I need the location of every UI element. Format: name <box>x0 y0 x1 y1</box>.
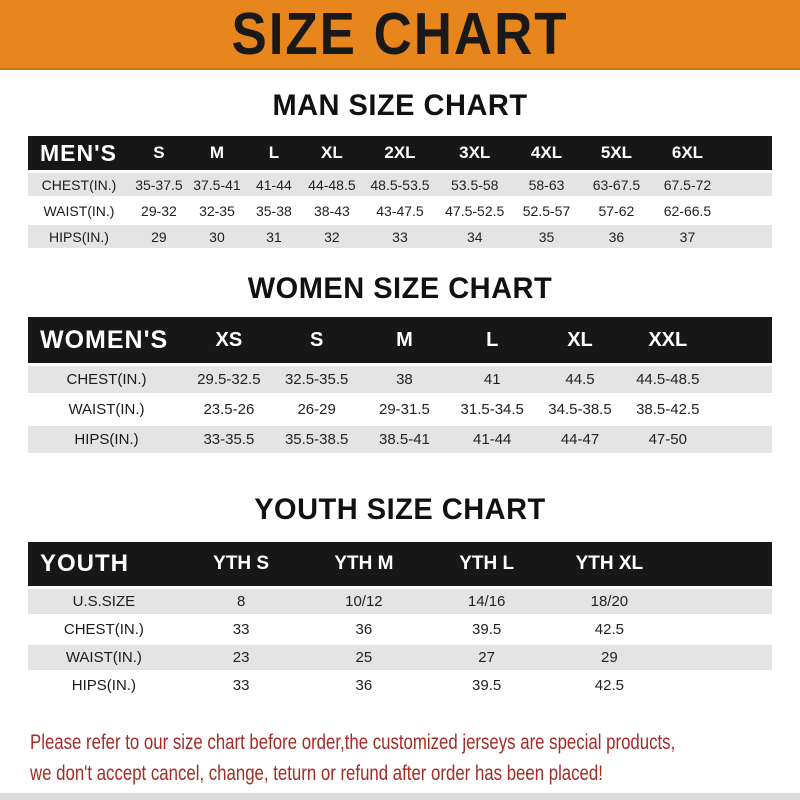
table-row <box>28 645 772 670</box>
size-value-cell: 33-35.5 <box>185 426 273 453</box>
size-value-cell: 34 <box>438 225 512 248</box>
size-value-cell: 47-50 <box>624 426 712 453</box>
measurement-label: WAIST(IN.) <box>28 396 185 423</box>
table-row <box>28 225 772 248</box>
size-value-cell: 29 <box>130 225 188 248</box>
size-value-cell: 31.5-34.5 <box>448 396 536 423</box>
size-value-cell: 32.5-35.5 <box>273 366 361 393</box>
size-value-cell: 38 <box>361 366 449 393</box>
table-row <box>28 366 772 393</box>
measurement-label: CHEST(IN.) <box>28 366 185 393</box>
table-row <box>28 426 772 453</box>
size-column-header: L <box>448 317 536 363</box>
size-column-header: XXL <box>624 317 712 363</box>
row-spacer <box>671 617 772 642</box>
size-value-cell: 34.5-38.5 <box>536 396 624 423</box>
section-women <box>0 273 800 456</box>
size-value-cell: 37.5-41 <box>188 173 246 196</box>
disclaimer <box>30 727 800 789</box>
size-column-header: YTH L <box>425 542 548 586</box>
measurement-label: WAIST(IN.) <box>28 199 130 222</box>
header-spacer <box>712 317 772 363</box>
size-header-row <box>28 542 772 586</box>
size-value-cell: 18/20 <box>548 589 671 614</box>
measurement-label: U.S.SIZE <box>28 589 180 614</box>
footer-strip <box>0 793 800 800</box>
section-youth <box>0 494 800 701</box>
size-value-cell: 14/16 <box>425 589 548 614</box>
size-column-header: 6XL <box>651 136 723 170</box>
size-column-header: L <box>246 136 302 170</box>
size-value-cell: 63-67.5 <box>581 173 651 196</box>
size-value-cell: 35.5-38.5 <box>273 426 361 453</box>
youth-section-title: YOUTH SIZE CHART <box>254 493 546 527</box>
measurement-label: HIPS(IN.) <box>28 426 185 453</box>
size-value-cell: 47.5-52.5 <box>438 199 512 222</box>
size-value-cell: 31 <box>246 225 302 248</box>
man-section-title: MAN SIZE CHART <box>272 89 528 123</box>
size-value-cell: 38-43 <box>302 199 362 222</box>
size-header-row <box>28 136 772 170</box>
measurement-label: CHEST(IN.) <box>28 173 130 196</box>
row-spacer <box>712 366 772 393</box>
size-column-header: M <box>188 136 246 170</box>
row-spacer <box>724 225 772 248</box>
size-header-row <box>28 317 772 363</box>
size-column-header: 5XL <box>581 136 651 170</box>
size-value-cell: 8 <box>180 589 303 614</box>
measurement-label: HIPS(IN.) <box>28 673 180 698</box>
row-spacer <box>671 645 772 670</box>
size-value-cell: 37 <box>651 225 723 248</box>
size-column-header: 2XL <box>362 136 438 170</box>
size-value-cell: 41-44 <box>246 173 302 196</box>
size-value-cell: 62-66.5 <box>651 199 723 222</box>
disclaimer-line-2: we don't accept cancel, change, teturn or refund after order has been placed! <box>30 762 603 785</box>
size-value-cell: 36 <box>303 617 426 642</box>
measurement-label: HIPS(IN.) <box>28 225 130 248</box>
size-value-cell: 26-29 <box>273 396 361 423</box>
row-spacer <box>671 673 772 698</box>
size-value-cell: 36 <box>303 673 426 698</box>
size-value-cell: 42.5 <box>548 673 671 698</box>
size-column-header: XL <box>536 317 624 363</box>
size-column-header: M <box>361 317 449 363</box>
size-column-header: XS <box>185 317 273 363</box>
size-value-cell: 44.5-48.5 <box>624 366 712 393</box>
size-value-cell: 58-63 <box>512 173 582 196</box>
size-value-cell: 44-48.5 <box>302 173 362 196</box>
row-spacer <box>724 199 772 222</box>
size-value-cell: 23.5-26 <box>185 396 273 423</box>
section-man <box>0 90 800 251</box>
header-spacer <box>724 136 772 170</box>
size-column-header: YTH XL <box>548 542 671 586</box>
size-value-cell: 48.5-53.5 <box>362 173 438 196</box>
size-value-cell: 32-35 <box>188 199 246 222</box>
table-corner-label: MEN'S <box>28 136 130 170</box>
measurement-label: WAIST(IN.) <box>28 645 180 670</box>
size-value-cell: 33 <box>362 225 438 248</box>
table-corner-label: YOUTH <box>28 542 180 586</box>
table-row <box>28 396 772 423</box>
size-column-header: S <box>273 317 361 363</box>
size-value-cell: 33 <box>180 617 303 642</box>
size-value-cell: 29 <box>548 645 671 670</box>
size-value-cell: 33 <box>180 673 303 698</box>
table-row <box>28 617 772 642</box>
size-value-cell: 35-37.5 <box>130 173 188 196</box>
banner-title: SIZE CHART <box>231 0 569 67</box>
size-value-cell: 29.5-32.5 <box>185 366 273 393</box>
table-row <box>28 589 772 614</box>
table-corner-label: WOMEN'S <box>28 317 185 363</box>
size-value-cell: 57-62 <box>581 199 651 222</box>
measurement-label: CHEST(IN.) <box>28 617 180 642</box>
size-value-cell: 29-32 <box>130 199 188 222</box>
size-value-cell: 44-47 <box>536 426 624 453</box>
size-column-header: 3XL <box>438 136 512 170</box>
size-value-cell: 44.5 <box>536 366 624 393</box>
disclaimer-line-1: Please refer to our size chart before order,the customized jerseys are special products, <box>30 731 676 754</box>
women-size-table <box>28 314 772 456</box>
size-value-cell: 39.5 <box>425 617 548 642</box>
size-column-header: YTH S <box>180 542 303 586</box>
size-value-cell: 42.5 <box>548 617 671 642</box>
size-value-cell: 67.5-72 <box>651 173 723 196</box>
size-value-cell: 25 <box>303 645 426 670</box>
size-value-cell: 35 <box>512 225 582 248</box>
row-spacer <box>671 589 772 614</box>
header-spacer <box>671 542 772 586</box>
size-value-cell: 52.5-57 <box>512 199 582 222</box>
table-row <box>28 673 772 698</box>
size-column-header: XL <box>302 136 362 170</box>
size-value-cell: 10/12 <box>303 589 426 614</box>
size-value-cell: 36 <box>581 225 651 248</box>
size-value-cell: 53.5-58 <box>438 173 512 196</box>
row-spacer <box>724 173 772 196</box>
size-column-header: YTH M <box>303 542 426 586</box>
size-column-header: S <box>130 136 188 170</box>
youth-size-table <box>28 539 772 701</box>
size-value-cell: 38.5-41 <box>361 426 449 453</box>
size-value-cell: 23 <box>180 645 303 670</box>
women-section-title: WOMEN SIZE CHART <box>247 272 553 306</box>
man-size-table <box>28 133 772 251</box>
row-spacer <box>712 396 772 423</box>
size-column-header: 4XL <box>512 136 582 170</box>
size-value-cell: 35-38 <box>246 199 302 222</box>
size-value-cell: 41-44 <box>448 426 536 453</box>
size-value-cell: 29-31.5 <box>361 396 449 423</box>
size-value-cell: 41 <box>448 366 536 393</box>
row-spacer <box>712 426 772 453</box>
size-value-cell: 38.5-42.5 <box>624 396 712 423</box>
size-value-cell: 43-47.5 <box>362 199 438 222</box>
size-value-cell: 27 <box>425 645 548 670</box>
table-row <box>28 173 772 196</box>
size-value-cell: 32 <box>302 225 362 248</box>
size-value-cell: 39.5 <box>425 673 548 698</box>
size-value-cell: 30 <box>188 225 246 248</box>
size-chart-banner <box>0 0 800 70</box>
table-row <box>28 199 772 222</box>
